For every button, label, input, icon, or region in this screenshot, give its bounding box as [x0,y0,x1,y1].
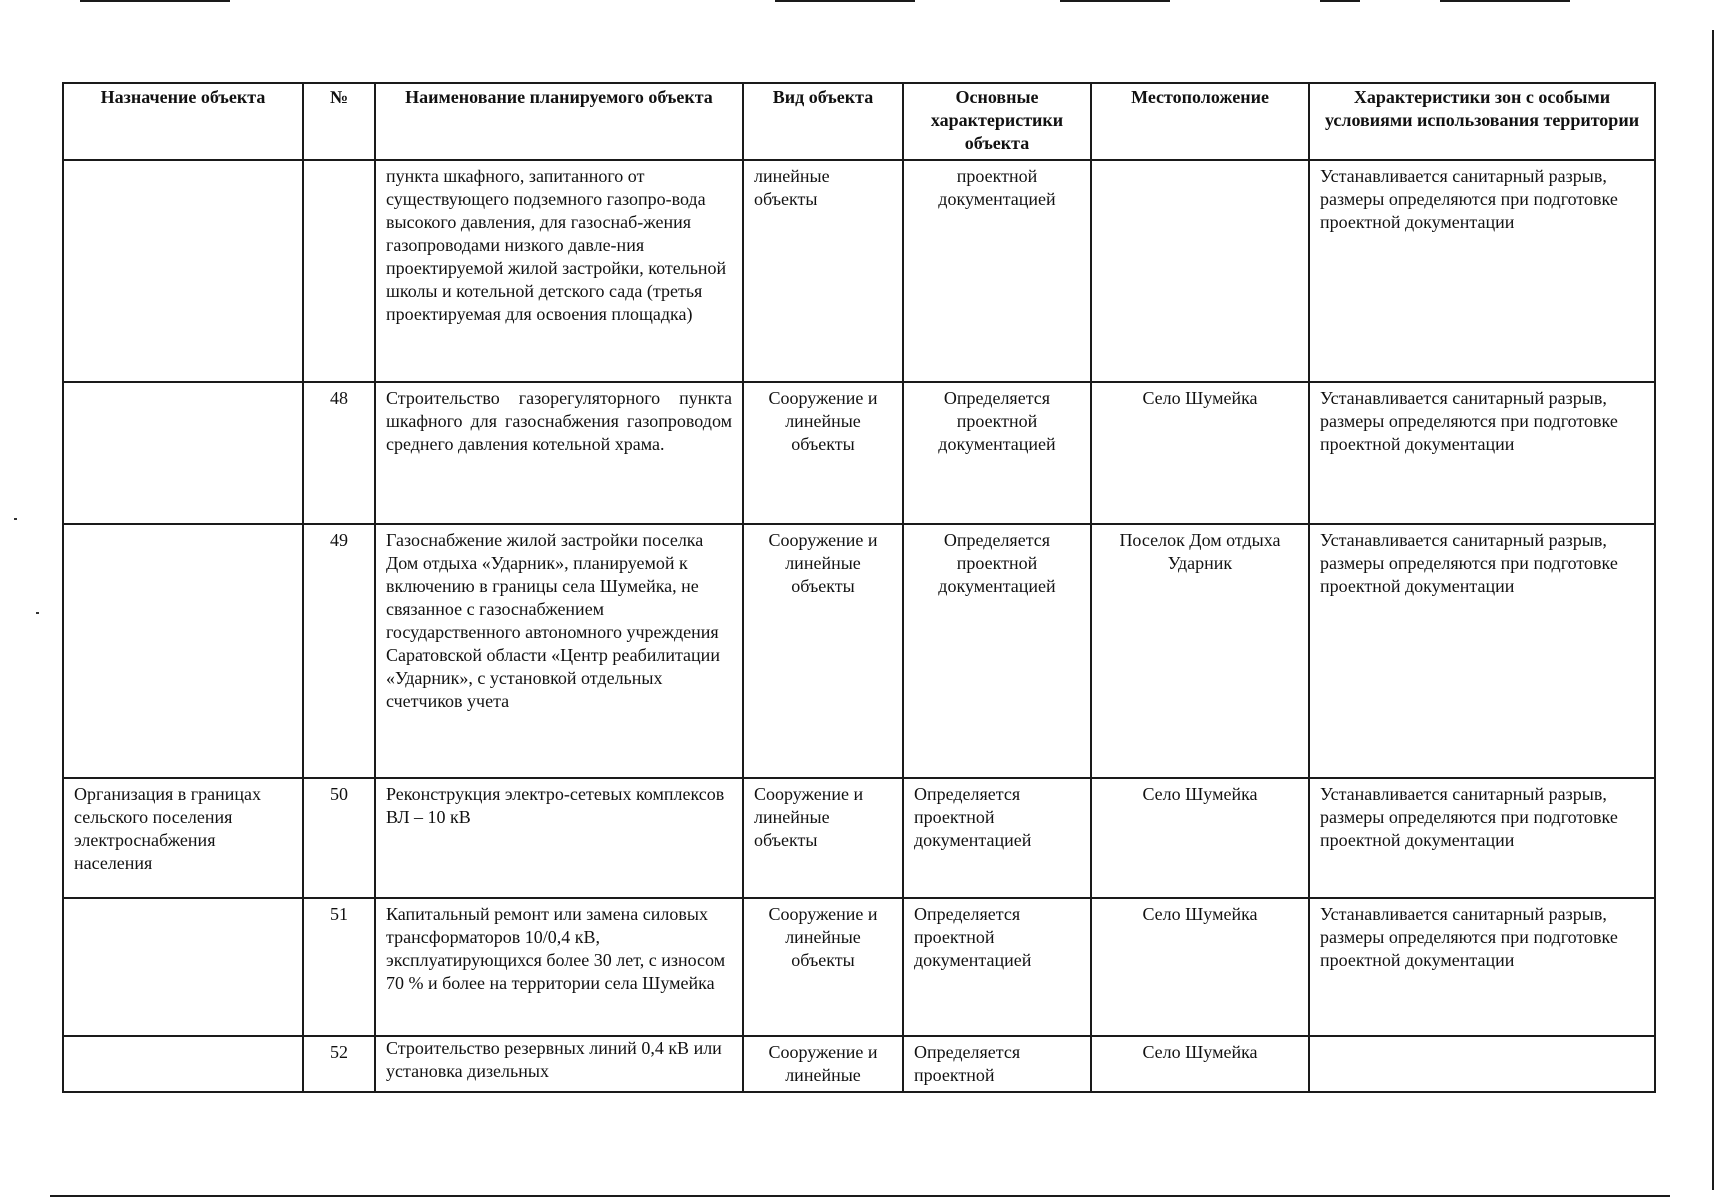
cell-type: Сооружение и линейные объекты [743,778,903,898]
cell-location [1091,160,1309,382]
cell-number: 52 [303,1036,375,1092]
cell-name: Газоснабжение жилой застройки поселка Дом отдыха «Ударник», планируемой к включению в границы села Шумейка, не связанное с газоснабжением государственного автономного учреждения Саратовской области «Центр реабилитации «Ударник», с установкой отдельных счетчиков учета [375,524,743,778]
table-header-row [63,83,1655,160]
cell-zones: Устанавливается санитарный разрыв, размеры определяются при подготовке проектной документации [1309,160,1655,382]
cell-characteristics: Определяется проектной [903,1036,1091,1092]
planned-objects-table [62,82,1656,1093]
cell-number: 48 [303,382,375,524]
cell-type: Сооружение и линейные объекты [743,524,903,778]
cell-zones: Устанавливается санитарный разрыв, размеры определяются при подготовке проектной документации [1309,382,1655,524]
cell-characteristics: проектной документацией [903,160,1091,382]
cell-location: Поселок Дом отдыха Ударник [1091,524,1309,778]
cell-type: Сооружение и линейные объекты [743,382,903,524]
cell-characteristics: Определяется проектной документацией [903,898,1091,1036]
cell-location: Село Шумейка [1091,898,1309,1036]
cell-type: Сооружение и линейные [743,1036,903,1092]
header-characteristics: Основные характеристики объекта [903,83,1091,160]
cell-zones: Устанавливается санитарный разрыв, размеры определяются при подготовке проектной документации [1309,778,1655,898]
header-number: № [303,83,375,160]
cell-location: Село Шумейка [1091,382,1309,524]
cell-location: Село Шумейка [1091,1036,1309,1092]
cell-type: линейные объекты [743,160,903,382]
header-location: Местоположение [1091,83,1309,160]
scan-edge [1320,0,1360,2]
cell-zones: Устанавливается санитарный разрыв, размеры определяются при подготовке проектной документации [1309,898,1655,1036]
scan-edge [80,0,230,2]
cell-purpose [63,1036,303,1092]
scan-edge [1440,0,1570,2]
header-type: Вид объекта [743,83,903,160]
cell-purpose [63,382,303,524]
cell-type: Сооружение и линейные объекты [743,898,903,1036]
scan-edge [1060,0,1170,2]
cell-location: Село Шумейка [1091,778,1309,898]
cell-name: Капитальный ремонт или замена силовых трансформаторов 10/0,4 кВ, эксплуатирующихся более 30 лет, с износом 70 % и более на территории села Шумейка [375,898,743,1036]
cell-purpose [63,160,303,382]
table-row [63,898,1655,1036]
cell-name: Строительство резервных линий 0,4 кВ или установка дизельных [375,1036,743,1092]
header-zones: Характеристики зон с особыми условиями использования территории [1309,83,1655,160]
cell-characteristics: Определяется проектной документацией [903,382,1091,524]
cell-purpose: Организация в границах сельского поселения электроснабжения населения [63,778,303,898]
cell-characteristics: Определяется проектной документацией [903,778,1091,898]
table-row [63,160,1655,382]
cell-purpose [63,898,303,1036]
table-row [63,382,1655,524]
cell-purpose [63,524,303,778]
cell-characteristics: Определяется проектной документацией [903,524,1091,778]
cell-name: пункта шкафного, запитанного от существующего подземного газопро-вода высокого давления, для газоснаб-жения газопроводами низкого давле-ния проектируемой жилой застройки, котельной школы и котельной детского сада (третья проектируемая для освоения площадка) [375,160,743,382]
scan-speck [14,518,17,520]
cell-zones: Устанавливается санитарный разрыв, размеры определяются при подготовке проектной документации [1309,524,1655,778]
table-row [63,1036,1655,1092]
cell-number: 50 [303,778,375,898]
scan-edge [50,1195,1670,1197]
header-purpose: Назначение объекта [63,83,303,160]
header-name: Наименование планируемого объекта [375,83,743,160]
scan-edge [775,0,915,2]
cell-name: Реконструкция электро-сетевых комплексов ВЛ – 10 кВ [375,778,743,898]
cell-name: Строительство газорегуляторного пункта шкафного для газоснабжения газопроводом среднего давления котельной храма. [375,382,743,524]
cell-number: 49 [303,524,375,778]
table-row [63,778,1655,898]
cell-zones [1309,1036,1655,1092]
cell-number: 51 [303,898,375,1036]
table-row [63,524,1655,778]
scan-speck [36,612,39,614]
cell-number [303,160,375,382]
